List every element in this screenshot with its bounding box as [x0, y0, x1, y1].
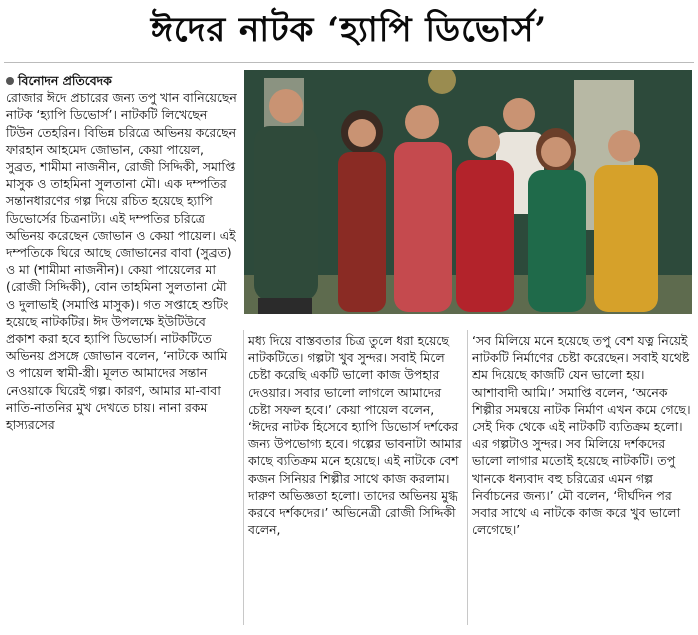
- bullet-icon: [6, 77, 14, 85]
- column-divider-2: [467, 330, 468, 625]
- column-divider-1: [243, 330, 244, 625]
- column-1: [6, 72, 238, 433]
- byline-text: বিনোদন প্রতিবেদক: [18, 73, 112, 88]
- column-2-text: মধ্য দিয়ে বাস্তবতার চিত্র তুলে ধরা হয়েছে নাটকটিতে। গল্পটা খুব সুন্দর। সবাই মিলে চেষ্টা করেছি একটি ভালো কাজ উপহার দেওয়ার। সবার ভালো লাগলে আমাদের চেষ্টা সফল হবে।’ কেয়া পায়েল বলেন, ‘ঈদের নাটক হিসেবে হ্যাপি ডিভোর্স দর্শকের জন্য উপভোগ্য হবে। গল্পের ভাবনাটা আমার কাছে ব্যতিক্রম মনে হয়েছে। এই নাটকে বেশ কজন সিনিয়র শিল্পীর সাথে কাজ করলাম। দারুণ অভিজ্ঞতা হলো। তাদের অভিনয় মুগ্ধ করবে দর্শকদের।’ অভিনেত্রী রোজী সিদ্দিকী বলেন,: [248, 333, 462, 538]
- column-3-text: ‘সব মিলিয়ে মনে হয়েছে তপু বেশ যত্ন নিয়েই নাটকটি নির্মাণের চেষ্টা করেছেন। সবাই যথেষ্ট শ্রম দিয়েছে কাজটি যেন ভালো হয়। আশাবাদী আমি।’ সমাপ্তি বলেন, ‘অনেক শিল্পীর সমন্বয়ে নাটক নির্মাণ এখন কমে গেছে। সেই দিক থেকে এই নাটকটি ব্যতিক্রম হলো। এর গল্পটাও সুন্দর। সব মিলিয়ে দর্শকদের ভালো লাগার মতোই হয়েছে নাটকটি। তপু খানকে ধন্যবাদ বহু চরিত্রের এমন গল্প নির্বাচনের জন্য।’ মৌ বলেন, ‘দীর্ঘদিন পর সবার সাথে এ নাটকে কাজ করে খুব ভালো লেগেছে।’: [472, 333, 691, 538]
- byline: [6, 72, 238, 89]
- column-2: [248, 332, 462, 538]
- person-2: [338, 110, 386, 312]
- column-1-text: রোজার ঈদে প্রচারের জন্য তপু খান বানিয়েছেন নাটক ‘হ্যাপি ডিভোর্স’। নাটকটি লিখেছেন টিউন তেহরিন। বিভিন্ন চরিত্রে অভিনয় করেছেন ফারহান আহমেদ জোভান, কেয়া পায়েল, সুব্রত, শামীমা নাজনীন, রোজী সিদ্দিকী, সমাপ্তি মাসুক ও তাহমিনা সুলতানা মৌ। এক দম্পতির সন্তানধারণের গল্প দিয়ে রচিত হয়েছে হ্যাপি ডিভোর্সের চিত্রনাট্য। এই দম্পতির চরিত্রে অভিনয় করেছেন জোভান ও কেয়া পায়েল। এই দম্পতিকে ঘিরে আছে জোভানের বাবা (সুব্রত) ও মা (শামীমা নাজনীন)। কেয়া পায়েলের মা (রোজী সিদ্দিকী), বোন তাহমিনা সুলতানা মৌ ও দুলাভাই (সমাপ্তি মাসুক)। গত সপ্তাহে শুটিং হয়েছে নাটকটির। ঈদ উপলক্ষে ইউটিউবে প্রকাশ করা হবে হ্যাপি ডিভোর্স। নাটকটিতে অভিনয় প্রসঙ্গে জোভান বলেন, ‘নাটকে আমি ও পায়েল স্বামী-স্ত্রী। মূলত আমাদের সন্তান নেওয়াকে ঘিরেই গল্প। কারণ, আমার মা-বাবা নাতি-নাতনির মুখ দেখতে চায়। নানা রকম হাস্যরসের: [6, 90, 237, 433]
- column-3: [472, 332, 692, 538]
- cast-photo-illustration: [244, 70, 692, 314]
- headline: ঈদের নাটক ‘হ্যাপি ডিভোর্স’: [150, 10, 548, 50]
- headline-rule: [4, 62, 694, 63]
- cast-photo: [244, 70, 692, 314]
